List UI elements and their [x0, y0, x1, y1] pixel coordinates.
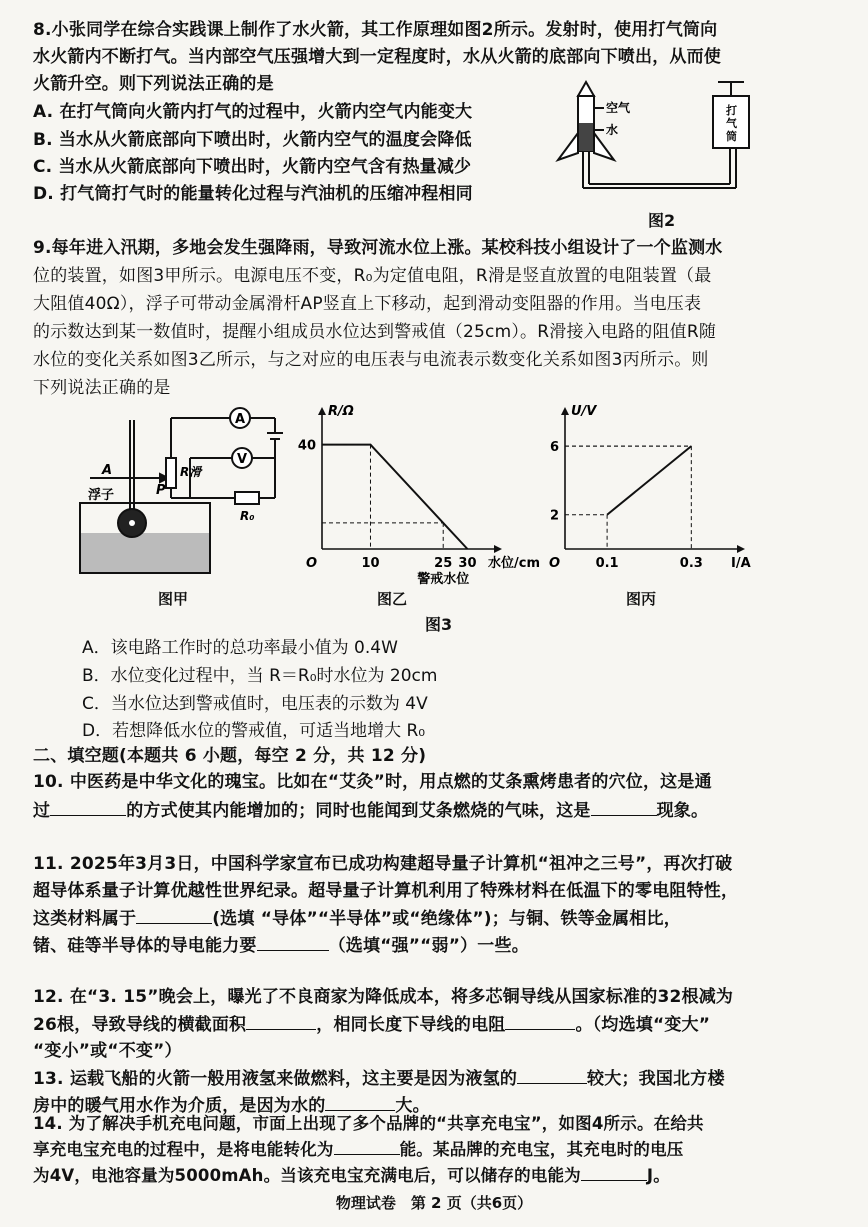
q9-option-d: D．若想降低水位的警戒值，可适当地增大 R₀: [82, 721, 426, 741]
label-pump-3: 筒: [726, 130, 737, 143]
q8-option-d: D. 打气筒打气时的能量转化过程与汽油机的压缩冲程相同: [33, 184, 473, 204]
q10-text-a: 过: [33, 801, 51, 821]
y-tick-label: 40: [297, 438, 316, 454]
q13-text-d: 大。: [395, 1096, 430, 1116]
x-axis-arrow: [494, 545, 502, 553]
q11-text-c: 锗、硅等半导体的导电能力要: [33, 936, 257, 956]
float-label: 浮子: [88, 488, 115, 503]
q9-option-b: B．水位变化过程中，当 R＝R₀时水位为 20cm: [82, 666, 438, 686]
x-tick-label: 0.3: [679, 556, 703, 571]
q11-blank-1[interactable]: [136, 906, 212, 924]
label-air: 空气: [606, 101, 631, 115]
figure-3-caption: 图3: [425, 615, 453, 634]
q9-option-a: A．该电路工作时的总功率最小值为 0.4W: [82, 638, 398, 658]
section-2-heading: 二、填空题(本题共 6 小题，每空 2 分，共 12 分): [33, 746, 427, 766]
q13-text-a: 13. 运载飞船的火箭一般用液氢来做燃料，这主要是因为液氢的: [33, 1069, 518, 1089]
figure-2-caption: 图2: [648, 211, 676, 230]
q9-line-6: 下列说法正确的是: [33, 378, 171, 398]
x-tick-label: 0.1: [595, 556, 619, 571]
q14-blank-2[interactable]: [581, 1164, 647, 1181]
q13-blank-1[interactable]: [517, 1066, 587, 1084]
series-line: [322, 445, 467, 549]
series-line: [607, 446, 691, 515]
q12-text-c: 。（均选填“变大”: [575, 1015, 711, 1035]
figure-jia-caption: 图甲: [158, 590, 189, 608]
label-pump-2: 气: [726, 117, 737, 130]
r-slide-label: R滑: [180, 465, 202, 479]
q10-line-2: [33, 798, 708, 823]
x-tick-label: 30: [458, 556, 477, 571]
q8-line-3: 火箭升空。则下列说法正确的是: [33, 74, 274, 94]
circuit-figure: [70, 398, 290, 588]
point-p-label: P: [156, 483, 166, 498]
q10-text-c: 现象。: [656, 801, 709, 821]
figure-yi-caption: 图乙: [377, 590, 408, 608]
q9-line-1: 9.每年进入汛期，多地会发生强降雨，导致河流水位上涨。某校科技小组设计了一个监测水: [33, 238, 723, 258]
q9-line-3: 大阻值40Ω），浮子可带动金属滑杆AP竖直上下移动，起到滑动变阻器的作用。当电压表: [33, 294, 702, 314]
point-a-label: A: [102, 463, 113, 478]
q13-blank-2[interactable]: [325, 1093, 395, 1111]
y-axis-label: R/Ω: [328, 404, 354, 419]
q12-line-2: [33, 1012, 710, 1037]
y-tick-label: 6: [549, 440, 559, 456]
y-tick-label: 2: [549, 508, 559, 524]
q13-text-b: 较大；我国北方楼: [587, 1069, 725, 1089]
q10-line-1: 10. 中医药是中华文化的瑰宝。比如在“艾灸”时，用点燃的艾条熏烤患者的穴位，这是通: [33, 772, 712, 792]
q11-line-4: [33, 933, 529, 958]
y-axis-arrow: [318, 407, 326, 415]
q11-line-3: [33, 906, 681, 931]
origin-label: O: [306, 556, 318, 571]
q12-blank-1[interactable]: [246, 1012, 316, 1030]
q12-line-3: “变小”或“不变”）: [33, 1041, 182, 1061]
q8-option-a: A. 在打气筒向火箭内打气的过程中，火箭内空气内能变大: [33, 102, 473, 122]
label-water: 水: [606, 123, 619, 137]
q10-blank-2[interactable]: [591, 798, 657, 816]
q8-line-2: 水火箭内不断打气。当内部空气压强增大到一定程度时，水从火箭的底部向下喷出，从而使: [33, 47, 721, 67]
page-footer: 物理试卷 第 2 页（共6页）: [335, 1194, 533, 1212]
q8-option-b: B. 当水从火箭底部向下喷出时，火箭内空气的温度会降低: [33, 130, 472, 150]
q11-text-d: （选填“强”“弱”）一些。: [328, 936, 529, 956]
q14-text-d: J。: [646, 1166, 670, 1185]
q9-option-c: C．当水位达到警戒值时，电压表的示数为 4V: [82, 694, 428, 714]
q11-text-a: 这类材料属于: [33, 909, 137, 929]
q11-text-b: (选填 “导体”“半导体”或“绝缘体”)；与铜、铁等金属相比，: [212, 909, 681, 929]
q14-text-c: 为4V，电池容量为5000mAh。当该充电宝充满电后，可以储存的电能为: [33, 1166, 581, 1185]
q14-line-3: [33, 1164, 670, 1188]
q10-text-b: 的方式使其内能增加的；同时也能闻到艾条燃烧的气味，这是: [126, 801, 591, 821]
q12-blank-2[interactable]: [505, 1012, 575, 1030]
ammeter-icon: A: [235, 412, 246, 427]
r0-label: R₀: [240, 509, 255, 523]
chart-r-vs-water-level: [292, 404, 541, 587]
x-tick-label: 25: [434, 556, 453, 571]
q14-blank-1[interactable]: [334, 1138, 400, 1155]
origin-label: O: [549, 556, 561, 571]
q11-line-1: 11. 2025年3月3日，中国科学家宣布已成功构建超导量子计算机“祖冲之三号”，再次打破: [33, 854, 733, 874]
q9-line-2: 位的装置，如图3甲所示。电源电压不变，R₀为定值电阻，R滑是竖直放置的电阻装置（最: [33, 266, 712, 286]
x-axis-arrow: [737, 545, 745, 553]
q14-line-2: [33, 1138, 684, 1162]
y-axis-arrow: [561, 407, 569, 415]
q9-line-4: 的示数达到某一数值时，提醒小组成员水位达到警戒值（25cm）。R滑接入电路的阻值R随: [33, 322, 717, 342]
q10-blank-1[interactable]: [50, 798, 126, 816]
q8-option-c: C. 当水从火箭底部向下喷出时，火箭内空气含有热量减少: [33, 157, 472, 177]
x-axis-label: 水位/cm: [488, 556, 541, 571]
q9-line-5: 水位的变化关系如图3乙所示，与之对应的电压表与电流表示数变化关系如图3丙所示。则: [33, 350, 709, 370]
warning-level-label: 警戒水位: [417, 572, 470, 587]
chart-u-vs-i: [535, 404, 775, 584]
q11-line-2: 超导体系量子计算优越性世界纪录。超导量子计算机利用了特殊材料在低温下的零电阻特性，: [33, 881, 739, 901]
label-pump-1: 打: [726, 104, 737, 117]
q13-text-c: 房中的暖气用水作为介质，是因为水的: [33, 1096, 326, 1116]
q11-blank-2[interactable]: [257, 933, 329, 951]
voltmeter-icon: V: [237, 452, 248, 467]
figure-bing-caption: 图丙: [626, 590, 657, 608]
q12-line-1: 12. 在“3. 15”晚会上，曝光了不良商家为降低成本，将多芯铜导线从国家标准的32根减为: [33, 987, 734, 1007]
q12-text-b: ，相同长度下导线的电阻: [316, 1015, 506, 1035]
q8-line-1: 8.小张同学在综合实践课上制作了水火箭，其工作原理如图2所示。发射时，使用打气筒向: [33, 20, 718, 40]
y-axis-label: U/V: [571, 404, 597, 419]
x-tick-label: 10: [361, 556, 380, 571]
x-axis-label: I/A: [731, 556, 751, 571]
q14-text-b: 能。某品牌的充电宝，其充电时的电压: [399, 1140, 684, 1159]
q13-line-1: [33, 1066, 725, 1091]
q12-text-a: 26根，导致导线的横截面积: [33, 1015, 247, 1035]
q14-text-a: 享充电宝充电的过程中，是将电能转化为: [33, 1140, 334, 1159]
q14-line-1: 14. 为了解决手机充电问题，市面上出现了多个品牌的“共享充电宝”，如图4所示。在给共: [33, 1114, 704, 1133]
